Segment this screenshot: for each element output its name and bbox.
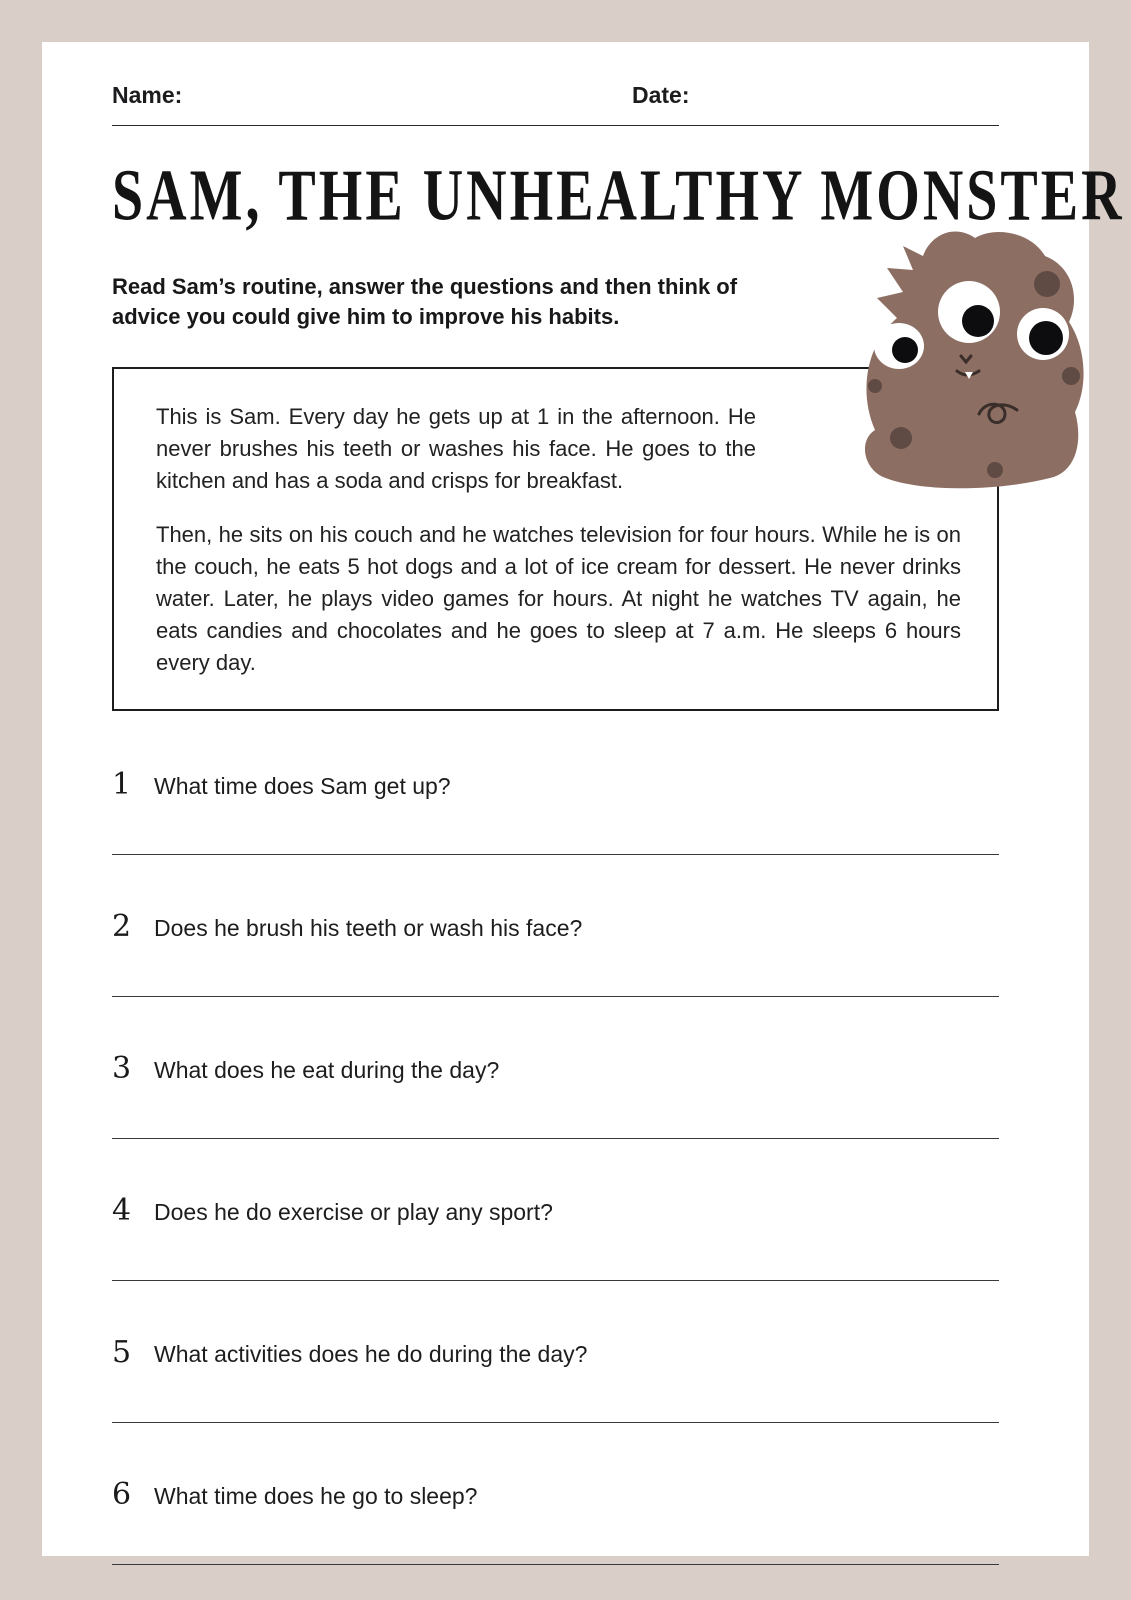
monster-illustration (845, 226, 1087, 498)
answer-line[interactable] (112, 1280, 999, 1281)
name-field[interactable]: Name: (112, 82, 183, 108)
monster-spot (987, 462, 1003, 478)
question-number: 1 (112, 766, 132, 802)
instructions-text: Read Sam’s routine, answer the questions and then think of advice you could give him to improve his habits. (112, 274, 738, 329)
answer-line[interactable] (112, 1564, 999, 1565)
answer-line[interactable] (112, 854, 999, 855)
monster-spot (890, 427, 912, 449)
page-title: SAM, THE UNHEALTHY MONSTER (112, 155, 1125, 237)
name-date-row (112, 82, 999, 126)
question-text: Does he brush his teeth or wash his face? (154, 914, 583, 941)
question-text: What time does he go to sleep? (154, 1482, 478, 1509)
worksheet-page (42, 42, 1125, 1556)
passage-paragraph-1: This is Sam. Every day he gets up at 1 in the afternoon. He never brushes his teeth or washes his face. He goes to the kitchen and has a soda and crisps for breakfast. (156, 404, 756, 494)
passage-paragraph-2: Then, he sits on his couch and he watches television for four hours. While he is on the couch, he eats 5 hot dogs and a lot of ice cream for dessert. He never drinks water. Later, he plays video games for hours. At night he watches TV again, he eats candies and chocolates and he goes to sleep at 7 a.m. He sleeps 6 hours every day. (156, 522, 961, 675)
answer-line[interactable] (112, 996, 999, 997)
monster-left-eye (874, 323, 924, 369)
question-item (112, 1193, 999, 1281)
question-item (112, 1335, 999, 1423)
monster-right-eye (1017, 308, 1069, 360)
question-text: What time does Sam get up? (154, 772, 451, 799)
question-number: 6 (112, 1476, 132, 1512)
answer-line[interactable] (112, 1422, 999, 1423)
monster-spot (868, 379, 882, 393)
question-number: 4 (112, 1192, 132, 1228)
question-item (112, 767, 999, 855)
monster-spot (1062, 367, 1080, 385)
date-field[interactable]: Date: (632, 82, 690, 108)
monster-spot (1034, 271, 1060, 297)
question-text: What does he eat during the day? (154, 1056, 500, 1083)
question-text: Does he do exercise or play any sport? (154, 1198, 553, 1225)
answer-line[interactable] (112, 1138, 999, 1139)
monster-middle-eye (938, 281, 1000, 343)
question-number: 3 (112, 1050, 132, 1086)
question-text: What activities does he do during the day? (154, 1340, 588, 1367)
questions-section (112, 767, 999, 1565)
question-number: 5 (112, 1334, 132, 1370)
question-item (112, 909, 999, 997)
question-number: 2 (112, 908, 132, 944)
question-item (112, 1051, 999, 1139)
question-item (112, 1477, 999, 1565)
